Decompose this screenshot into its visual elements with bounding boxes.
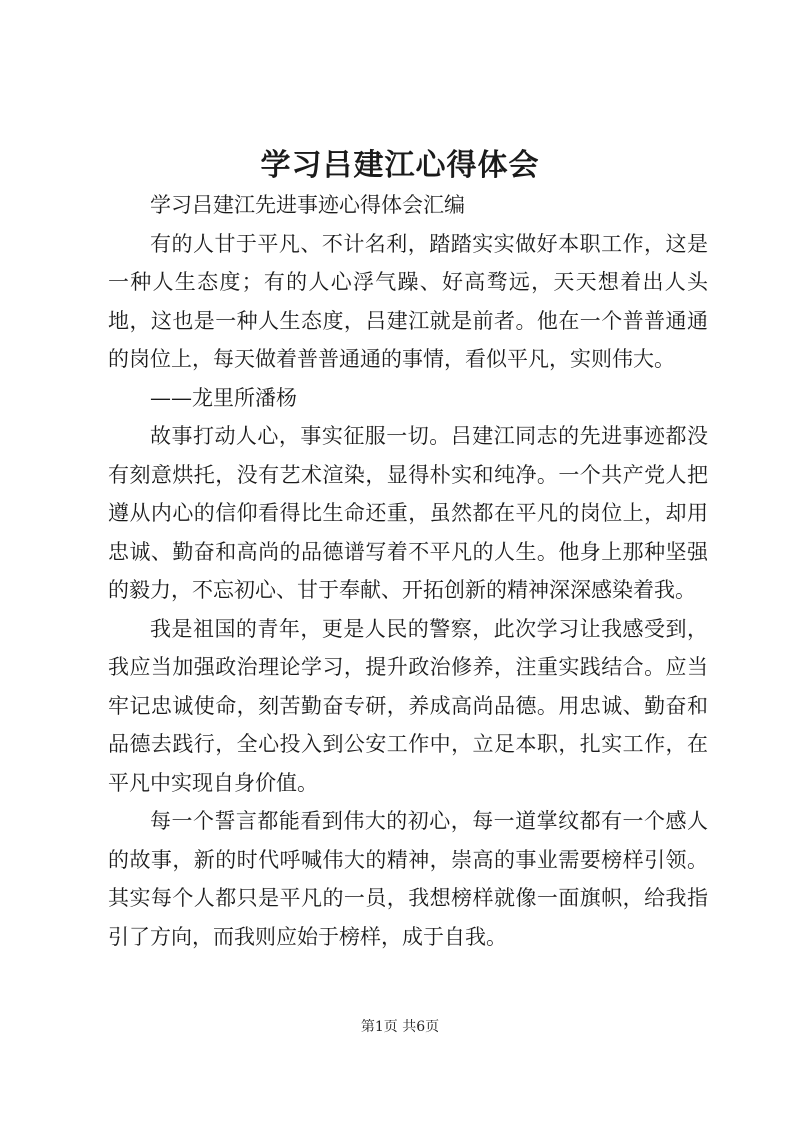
paragraph-4: 每一个誓言都能看到伟大的初心，每一道掌纹都有一个感人的故事，新的时代呼喊伟大的精神，崇高的事业需要榜样引领。其实每个人都只是平凡的一员，我想榜样就像一面旗帜，给我指引了方向，而我则应始于榜样，成于自我。 xyxy=(108,809,708,949)
paragraph-1: 有的人甘于平凡、不计名利，踏踏实实做好本职工作，这是一种人生态度；有的人心浮气躁、好高骛远，天天想着出人头地，这也是一种人生态度，吕建江就是前者。他在一个普普通通的岗位上，每天做着普普通通的事情，看似平凡，实则伟大。 xyxy=(108,231,708,371)
document-title: 学习吕建江心得体会 xyxy=(260,148,540,183)
page-footer: 第1页 共6页 xyxy=(360,1019,440,1035)
paragraph-author: ——龙里所潘杨 xyxy=(150,385,297,410)
document-body xyxy=(108,186,708,956)
paragraph-3: 我是祖国的青年，更是人民的警察，此次学习让我感受到，我应当加强政治理论学习，提升政治修养，注重实践结合。应当牢记忠诚使命，刻苦勤奋专研，养成高尚品德。用忠诚、勤奋和品德去践行，全心投入到公安工作中，立足本职，扎实工作，在平凡中实现自身价值。 xyxy=(108,616,708,795)
paragraph-subtitle: 学习吕建江先进事迹心得体会汇编 xyxy=(150,193,465,217)
paragraph-2: 故事打动人心，事实征服一切。吕建江同志的先进事迹都没有刻意烘托，没有艺术渲染，显得朴实和纯净。一个共产党人把遵从内心的信仰看得比生命还重，虽然都在平凡的岗位上，却用忠诚、勤奋和高尚的品德谱写着不平凡的人生。他身上那种坚强的毅力，不忘初心、甘于奉献、开拓创新的精神深深感染着我。 xyxy=(108,424,708,602)
